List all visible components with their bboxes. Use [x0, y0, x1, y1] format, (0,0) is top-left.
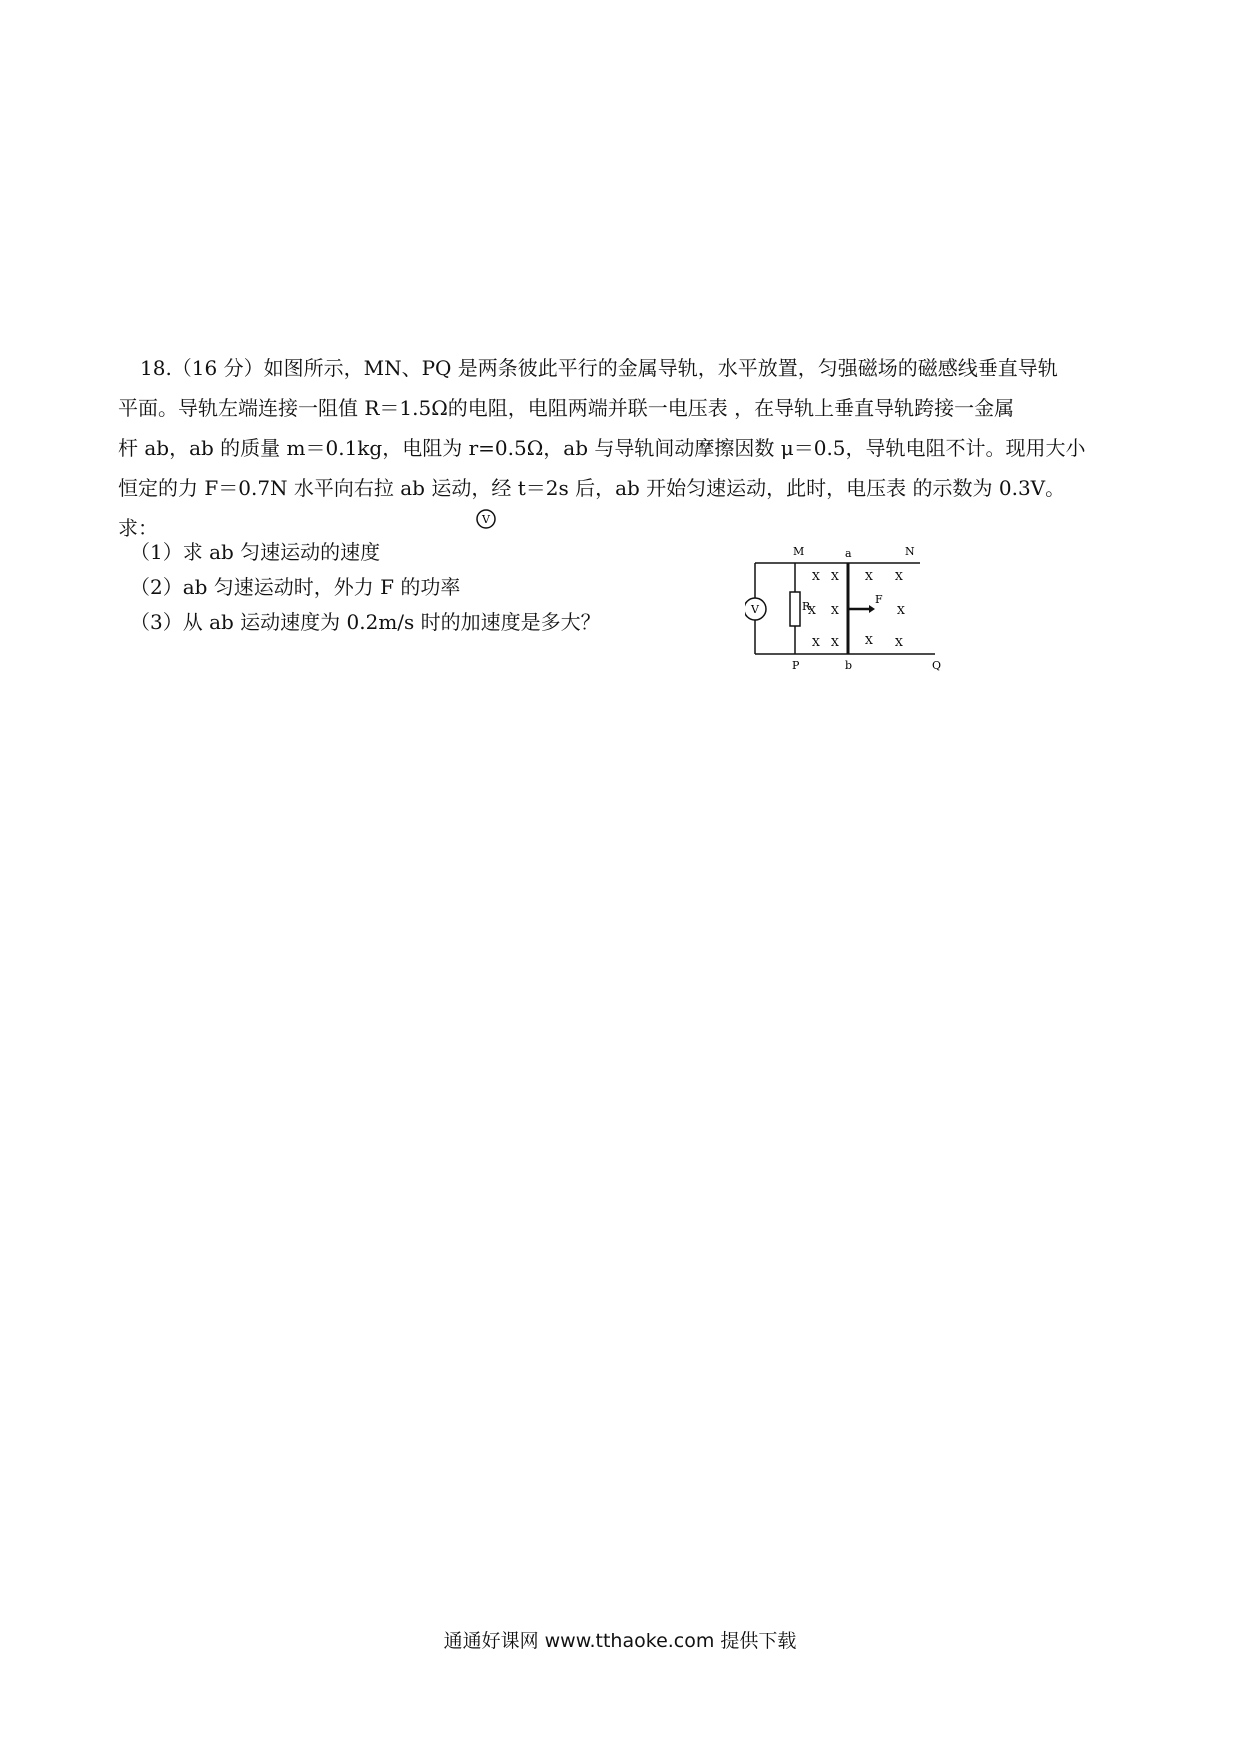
sub-questions [130, 535, 601, 640]
svg-text:V: V [482, 513, 490, 526]
label-m: M [793, 545, 805, 558]
field-mark: X [831, 570, 839, 583]
label-a: a [845, 547, 852, 560]
problem-18 [118, 348, 1130, 548]
voltmeter-inline-icon [475, 508, 497, 530]
voltmeter-label: V [751, 603, 759, 616]
question-2: （2）ab 匀速运动时，外力 F 的功率 [130, 575, 461, 599]
problem-line-5: 求： [118, 516, 158, 540]
field-mark: X [897, 604, 905, 617]
problem-line-1: 18.（16 分）如图所示，MN、PQ 是两条彼此平行的金属导轨，水平放置，匀强磁场的磁感线垂直导轨 [140, 356, 1058, 380]
field-mark: X [808, 604, 816, 617]
label-b: b [845, 659, 853, 672]
resistor-symbol [790, 592, 800, 626]
field-mark: X [895, 570, 903, 583]
field-mark: X [895, 636, 903, 649]
label-n: N [905, 545, 915, 558]
field-mark: X [865, 570, 873, 583]
field-mark: X [812, 636, 820, 649]
field-mark: X [831, 604, 839, 617]
label-q: Q [932, 659, 942, 672]
footer-text: 通通好课网 www.tthaoke.com 提供下载 [443, 1630, 797, 1652]
circuit-diagram [745, 538, 955, 678]
field-mark: X [812, 570, 820, 583]
question-1: （1）求 ab 匀速运动的速度 [130, 540, 381, 564]
resistor-label: R [802, 600, 811, 613]
force-label: F [875, 593, 883, 606]
problem-line-2: 平面。导轨左端连接一阻值 R＝1.5Ω的电阻，电阻两端并联一电压表 ，在导轨上垂直导轨跨接一金属 [118, 396, 1015, 420]
question-3: （3）从 ab 运动速度为 0.2m/s 时的加速度是多大？ [130, 610, 601, 634]
problem-line-3: 杆 ab，ab 的质量 m＝0.1kg，电阻为 r=0.5Ω，ab 与导轨间动摩擦因数 μ＝0.5，导轨电阻不计。现用大小 [118, 436, 1086, 460]
field-mark: X [831, 636, 839, 649]
problem-line-4: 恒定的力 F＝0.7N 水平向右拉 ab 运动，经 t＝2s 后，ab 开始匀速运动，此时，电压表 的示数为 0.3V。 [118, 476, 1066, 500]
label-p: P [792, 659, 800, 672]
force-arrowhead [869, 605, 875, 613]
field-mark: X [865, 634, 873, 647]
